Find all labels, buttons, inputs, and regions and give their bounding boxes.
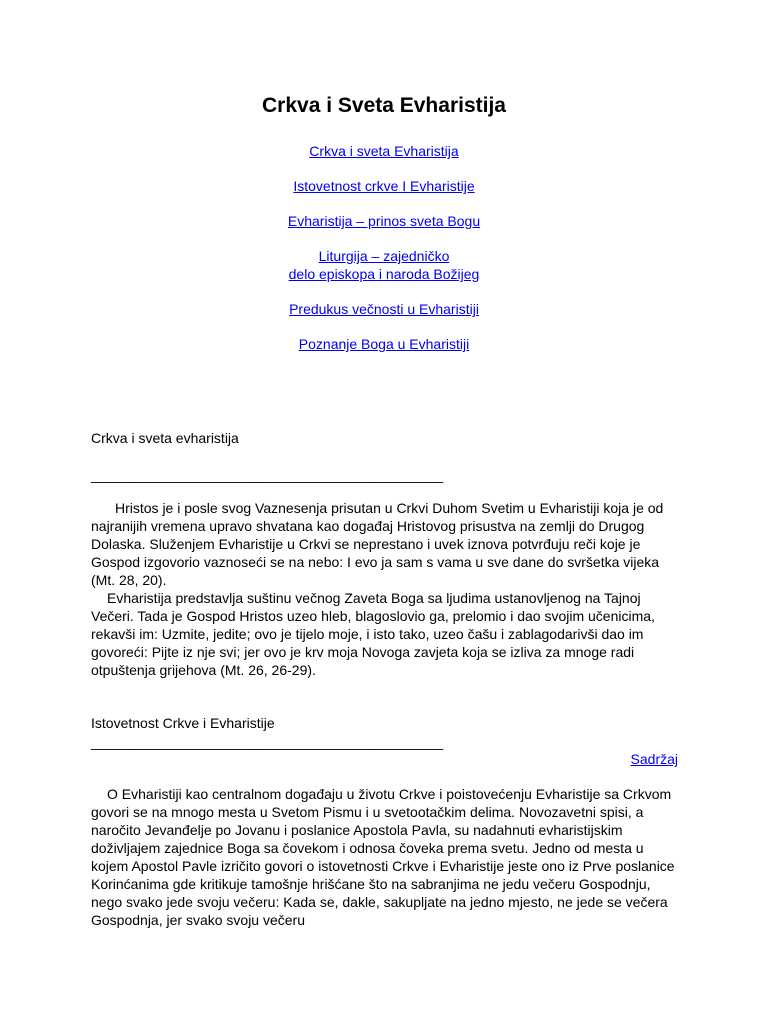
- section2-heading: Istovetnost Crkve i Evharistije: [91, 715, 275, 731]
- toc-link-prinos[interactable]: Evharistija – prinos sveta Bogu: [287, 213, 481, 229]
- section1-paragraph-1-text: Hristos je i posle svog Vaznesenja prisutan u Crkvi Duhom Svetim u Evharistiji koja je od najranijih vremena upravo shvatana kao događaj Hristovog prisustva na zemlji do Drugog Dolaska. Služenjem Evharistije u Crkvi se neprestano i uvek iznova potvrđuju reči koje je Gospod izgovorio vaznoseći se na nebo: I evo ja sam s vama u sve dane do svršetka vijeka (Mt. 28, 20).: [91, 500, 664, 588]
- section1-paragraph-1: [91, 499, 681, 589]
- contents-link[interactable]: Sadržaj: [630, 751, 678, 767]
- toc-link-liturgija[interactable]: [0, 247, 768, 283]
- section1-paragraph-2-text: Evharistija predstavlja suštinu večnog Zaveta Boga sa ljudima ustanovljenog na Tajnoj Večeri. Tada je Gospod Hristos uzeo hleb, blagoslovio ga, prelomio i dao svojim učenicima, rekavši im: Uzmite, jedite; ovo je tijelo moje, i isto tako, uzeo čašu i zablagodarivši dao im govoreći: Pijte iz nje svi; jer ovo je krv moja Novoga zavjeta koja se izliva za mnoge radi otpuštenja grijehova (Mt. 26, 26-29).: [91, 590, 655, 678]
- section1-rule: _______________________________________________: [91, 467, 443, 483]
- toc-link-crkva-i-sveta-evharistija[interactable]: Crkva i sveta Evharistija: [309, 143, 459, 159]
- toc-link-liturgija-line2: delo episkopa i naroda Božijeg: [288, 266, 480, 282]
- section2-paragraph-1: [91, 785, 681, 929]
- toc-link-liturgija-line1: Liturgija – zajedničko: [318, 248, 450, 264]
- section1-body: [91, 499, 681, 679]
- section2-rule: _______________________________________________: [91, 734, 443, 750]
- section2-body: [91, 785, 681, 929]
- section1-paragraph-2: [91, 589, 681, 679]
- section2-paragraph-1-text: O Evharistiji kao centralnom događaju u životu Crkve i poistovećenju Evharistije sa Crkvom govori se na mnogo mesta u Svetom Pismu i u svetootačkim delima. Novozavetni spisi, a naročito Jevanđelje po Jovanu i poslanice Apostola Pavla, su nadahnuti evharistijskim doživljajem zajednice Boga sa čovekom i odnosa čoveka prema svetu. Jedno od mesta u kojem Apostol Pavle izričito govori o istovetnosti Crkve i Evharistije jeste ono iz Prve poslanice Korinćanima gde kritikuje tamošnje hrišćane što na sabranjima ne jedu večeru Gospodnju, nego svako jede svoju večeru: Kada se, dakle, sakupljate na jedno mjesto, ne jede se večera Gospodnja, jer svako svoju večeru: [91, 786, 675, 928]
- section1-heading: Crkva i sveta evharistija: [91, 430, 239, 446]
- toc-link-poznanje[interactable]: Poznanje Boga u Evharistiji: [298, 336, 470, 352]
- toc-link-predukus[interactable]: Predukus večnosti u Evharistiji: [289, 301, 479, 317]
- document-title: Crkva i Sveta Evharistija: [262, 94, 506, 117]
- toc-link-istovetnost[interactable]: Istovetnost crkve I Evharistije: [293, 178, 475, 194]
- table-of-contents: [0, 142, 768, 370]
